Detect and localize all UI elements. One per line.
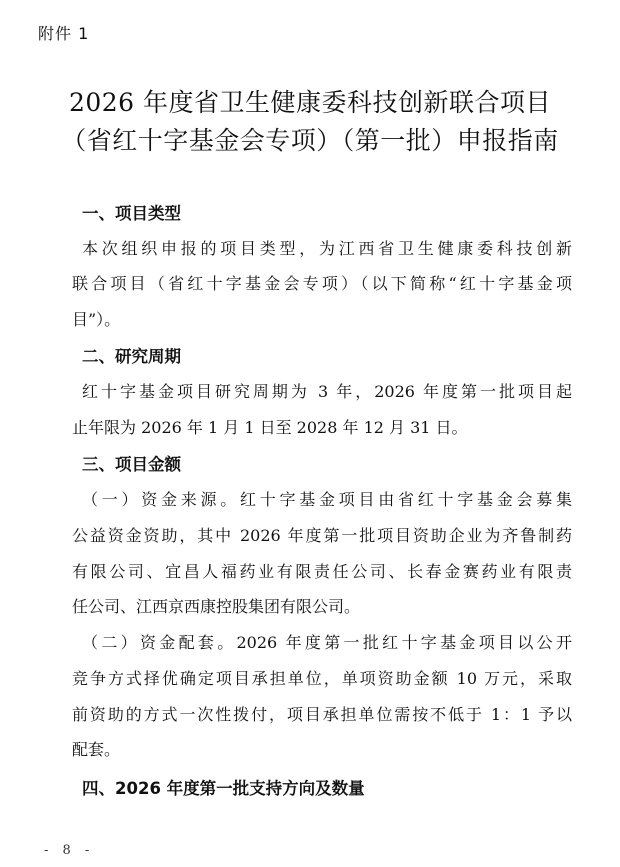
paragraph-line: 红十字基金项目研究周期为 3 年，2026 年度第一批项目起 [82,382,572,401]
section-heading-project-amount: 三、项目金额 [82,455,181,474]
paragraph-line: 止年限为 2026 年 1 月 1 日至 2028 年 12 月 31 日。 [72,418,468,437]
paragraph-line: 目”）。 [72,310,121,329]
paragraph-line: 公益资金资助，其中 2026 年度第一批项目资助企业为齐鲁制药 [72,526,572,545]
attachment-label: 附件 1 [38,24,90,43]
section-heading-research-period: 二、研究周期 [82,347,181,366]
paragraph-line: 前资助的方式一次性拨付，项目承担单位需按不低于 1：1 予以 [72,705,572,724]
page-number: - 8 - [44,843,95,858]
paragraph-line: 竞争方式择优确定项目承担单位，单项资助金额 10 万元，采取 [72,669,572,688]
paragraph-line: 联合项目（省红十字基金会专项）（以下简称“红十字基金项 [72,274,572,293]
paragraph-line: （一）资金来源。红十字基金项目由省红十字基金会募集 [82,490,572,509]
paragraph-line: 配套。 [72,740,121,759]
paragraph-line: 本次组织申报的项目类型，为江西省卫生健康委科技创新 [82,239,572,258]
section-heading-support-directions: 四、2026 年度第一批支持方向及数量 [82,779,365,798]
paragraph-line: （二）资金配套。2026 年度第一批红十字基金项目以公开 [82,633,572,652]
document-title-line-2: （省红十字基金会专项）（第一批）申报指南 [61,126,559,155]
document-title-line-1: 2026 年度省卫生健康委科技创新联合项目 [68,88,552,117]
paragraph-line: 有限公司、宜昌人福药业有限责任公司、长春金赛药业有限责 [72,562,572,581]
section-heading-project-type: 一、项目类型 [82,204,181,223]
paragraph-line: 任公司、江西京西康控股集团有限公司。 [72,597,361,616]
